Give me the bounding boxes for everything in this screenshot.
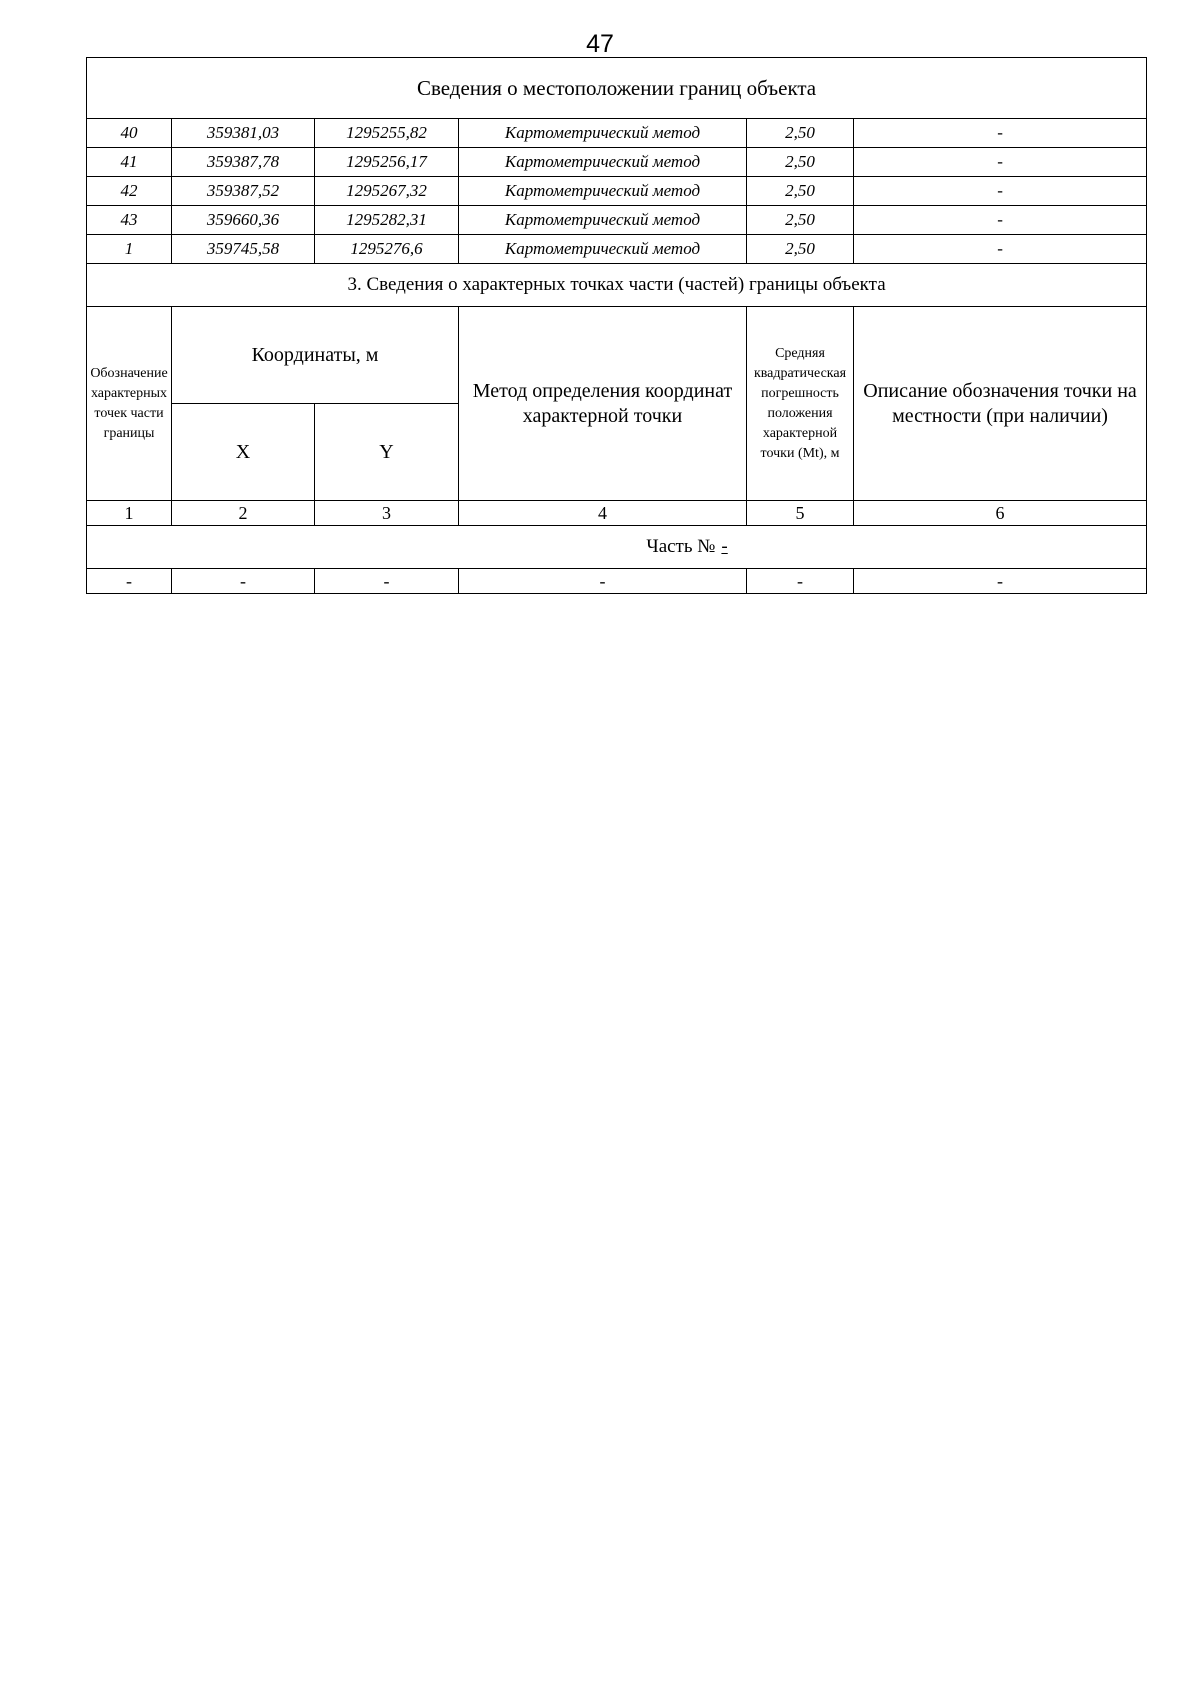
- y-cell: 1295276,6: [315, 235, 459, 264]
- error-cell: 2,50: [747, 206, 854, 235]
- point-cell: 41: [87, 148, 172, 177]
- header-row: [87, 307, 1147, 404]
- part-value: -: [721, 536, 728, 557]
- error-cell: -: [747, 569, 854, 594]
- table-row: [87, 569, 1147, 594]
- error-cell: 2,50: [747, 177, 854, 206]
- column-number: 1: [87, 501, 172, 526]
- table-row: [87, 119, 1147, 148]
- header-coordinates: Координаты, м: [172, 307, 459, 404]
- table-title: Сведения о местоположении границ объекта: [87, 58, 1147, 119]
- table-row: [87, 206, 1147, 235]
- part-row: [87, 526, 1147, 569]
- x-cell: 359387,52: [172, 177, 315, 206]
- page-number: 47: [586, 30, 614, 58]
- column-number: 6: [854, 501, 1147, 526]
- error-cell: 2,50: [747, 148, 854, 177]
- header-point-designation: Обозначение характерных точек части границы: [87, 307, 172, 501]
- section-title-row: [87, 264, 1147, 307]
- description-cell: -: [854, 206, 1147, 235]
- description-cell: -: [854, 119, 1147, 148]
- part-cell: [87, 526, 1147, 569]
- column-number: 3: [315, 501, 459, 526]
- method-cell: Картометрический метод: [459, 177, 747, 206]
- x-cell: 359387,78: [172, 148, 315, 177]
- header-x: X: [172, 404, 315, 501]
- x-cell: 359745,58: [172, 235, 315, 264]
- section-title: 3. Сведения о характерных точках части (частей) границы объекта: [87, 264, 1147, 307]
- description-cell: -: [854, 148, 1147, 177]
- y-cell: 1295255,82: [315, 119, 459, 148]
- method-cell: Картометрический метод: [459, 206, 747, 235]
- method-cell: Картометрический метод: [459, 235, 747, 264]
- y-cell: 1295282,31: [315, 206, 459, 235]
- method-cell: -: [459, 569, 747, 594]
- table-row: [87, 235, 1147, 264]
- table-row: [87, 177, 1147, 206]
- header-error: Средняя квадратическая погрешность положения характерной точки (Mt), м: [747, 307, 854, 501]
- method-cell: Картометрический метод: [459, 148, 747, 177]
- table-row: [87, 148, 1147, 177]
- table-title-row: [87, 58, 1147, 119]
- description-cell: -: [854, 569, 1147, 594]
- header-description: Описание обозначения точки на местности (при наличии): [854, 307, 1147, 501]
- header-y: Y: [315, 404, 459, 501]
- y-cell: 1295267,32: [315, 177, 459, 206]
- description-cell: -: [854, 235, 1147, 264]
- method-cell: Картометрический метод: [459, 119, 747, 148]
- column-number: 5: [747, 501, 854, 526]
- column-number-row: [87, 501, 1147, 526]
- y-cell: -: [315, 569, 459, 594]
- header-method: Метод определения координат характерной точки: [459, 307, 747, 501]
- column-number: 4: [459, 501, 747, 526]
- y-cell: 1295256,17: [315, 148, 459, 177]
- error-cell: 2,50: [747, 235, 854, 264]
- description-cell: -: [854, 177, 1147, 206]
- column-number: 2: [172, 501, 315, 526]
- x-cell: 359660,36: [172, 206, 315, 235]
- point-cell: 1: [87, 235, 172, 264]
- error-cell: 2,50: [747, 119, 854, 148]
- part-label: Часть №: [646, 536, 716, 557]
- x-cell: 359381,03: [172, 119, 315, 148]
- point-cell: -: [87, 569, 172, 594]
- point-cell: 43: [87, 206, 172, 235]
- boundary-table: [86, 57, 1147, 594]
- point-cell: 40: [87, 119, 172, 148]
- point-cell: 42: [87, 177, 172, 206]
- x-cell: -: [172, 569, 315, 594]
